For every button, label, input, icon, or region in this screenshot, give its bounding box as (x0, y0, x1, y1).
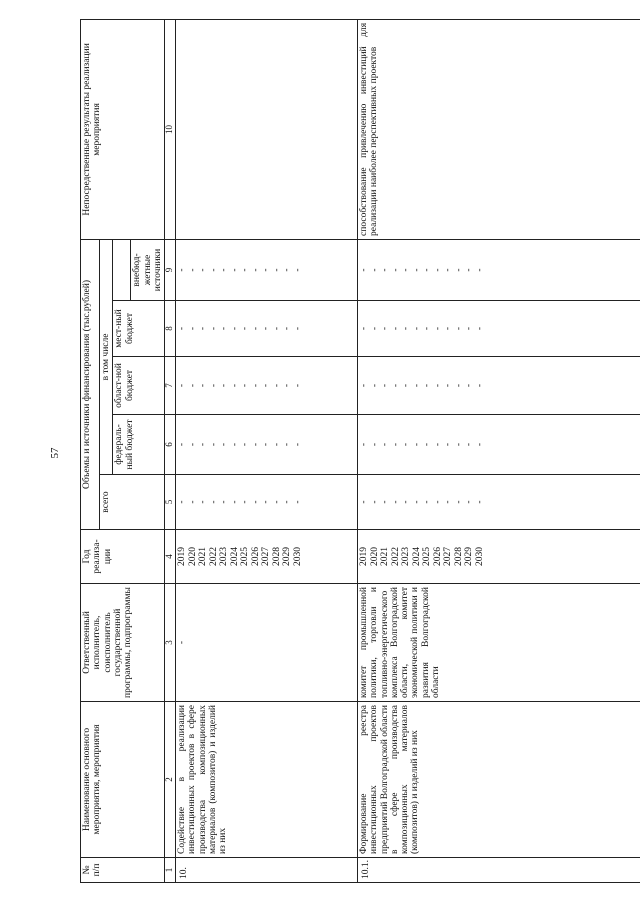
regional-value: - (411, 383, 422, 388)
total-value: - (229, 500, 240, 504)
year-value: 2028 (453, 547, 464, 566)
header-regional: област-ной бюджет (113, 357, 165, 415)
local-value: - (380, 326, 390, 331)
extrabudget-value: - (422, 268, 432, 272)
header-num: № п/п (81, 858, 165, 883)
extrabudget-value: - (464, 268, 474, 272)
extrabudget-value: - (282, 268, 292, 272)
extrabudget-value: - (261, 268, 271, 272)
local-value: - (411, 326, 422, 331)
local-value: - (271, 326, 282, 331)
extrabudget-value: - (177, 268, 187, 272)
extrabudget-value: - (229, 268, 240, 272)
local-value: - (369, 326, 380, 331)
local-value: - (282, 326, 292, 331)
local-value: - (432, 326, 443, 331)
header-results: Непосредственные результаты реализации мероприятия (81, 19, 165, 239)
row-federal-values (358, 415, 640, 475)
regional-value: - (198, 383, 208, 388)
federal-value: - (198, 442, 208, 447)
federal-value: - (401, 442, 411, 447)
local-value: - (198, 326, 208, 331)
year-value: 2021 (198, 547, 208, 566)
year-value: 2023 (219, 547, 229, 566)
col-num: 3 (165, 584, 176, 702)
extrabudget-value: - (432, 268, 443, 272)
total-value: - (187, 500, 198, 504)
federal-value: - (250, 442, 261, 447)
row-number: 10. (176, 858, 358, 883)
local-value: - (453, 326, 464, 331)
year-value: 2029 (282, 547, 292, 566)
year-value: 2019 (359, 547, 369, 566)
total-value: - (443, 500, 453, 504)
year-value: 2020 (187, 547, 198, 566)
rotated-table-wrapper (80, 20, 615, 883)
extrabudget-value: - (453, 268, 464, 272)
total-value: - (198, 500, 208, 504)
regional-value: - (261, 383, 271, 388)
extrabudget-value: - (474, 268, 485, 272)
total-value: - (390, 500, 401, 504)
col-num: 7 (165, 357, 176, 415)
row-years (176, 530, 358, 584)
federal-value: - (443, 442, 453, 447)
col-num: 6 (165, 415, 176, 475)
page-number: 57 (49, 447, 61, 459)
local-value: - (219, 326, 229, 331)
total-value: - (411, 500, 422, 504)
extrabudget-value: - (380, 268, 390, 272)
col-num: 5 (165, 475, 176, 530)
local-value: - (474, 326, 485, 331)
header-extra-top (113, 239, 131, 300)
federal-value: - (187, 442, 198, 447)
row-result: способствование привлечению инвестиций для реализации наиболее перспективных проектов (358, 19, 640, 239)
row-local-values (358, 301, 640, 357)
regional-value: - (453, 383, 464, 388)
header-total: всего (100, 475, 165, 530)
local-value: - (187, 326, 198, 331)
federal-value: - (229, 442, 240, 447)
regional-value: - (208, 383, 219, 388)
extrabudget-value: - (208, 268, 219, 272)
regional-value: - (380, 383, 390, 388)
year-value: 2020 (369, 547, 380, 566)
row-extrabudget-values (176, 239, 358, 300)
federal-value: - (411, 442, 422, 447)
regional-value: - (474, 383, 485, 388)
regional-value: - (390, 383, 401, 388)
extrabudget-value: - (359, 268, 369, 272)
year-value: 2027 (443, 547, 453, 566)
row-local-values (176, 301, 358, 357)
total-value: - (453, 500, 464, 504)
row-regional-values (358, 357, 640, 415)
extrabudget-value: - (443, 268, 453, 272)
local-value: - (401, 326, 411, 331)
row-years (358, 530, 640, 584)
header-executor: Ответственный исполнитель, соисполнитель государственной программы, подпрограммы (81, 584, 165, 702)
extrabudget-value: - (411, 268, 422, 272)
year-value: 2025 (422, 547, 432, 566)
total-value: - (401, 500, 411, 504)
local-value: - (292, 326, 303, 331)
total-value: - (359, 500, 369, 504)
federal-value: - (282, 442, 292, 447)
extrabudget-value: - (240, 268, 250, 272)
federal-value: - (390, 442, 401, 447)
regional-value: - (187, 383, 198, 388)
total-value: - (292, 500, 303, 504)
year-value: 2026 (250, 547, 261, 566)
total-value: - (208, 500, 219, 504)
year-value: 2030 (292, 547, 303, 566)
federal-value: - (240, 442, 250, 447)
table-body (176, 19, 640, 882)
row-result (176, 19, 358, 239)
regional-value: - (422, 383, 432, 388)
year-value: 2025 (240, 547, 250, 566)
table-row (176, 19, 358, 882)
header-extrabudget: внебюд-жетные источники (131, 239, 165, 300)
federal-value: - (359, 442, 369, 447)
local-value: - (229, 326, 240, 331)
regional-value: - (464, 383, 474, 388)
header-local: мест-ный бюджет (113, 301, 165, 357)
col-num: 2 (165, 702, 176, 858)
column-number-row (165, 19, 176, 882)
year-value: 2019 (177, 547, 187, 566)
year-value: 2022 (390, 547, 401, 566)
extrabudget-value: - (369, 268, 380, 272)
local-value: - (240, 326, 250, 331)
extrabudget-value: - (198, 268, 208, 272)
year-value: 2024 (411, 547, 422, 566)
total-value: - (380, 500, 390, 504)
extrabudget-value: - (187, 268, 198, 272)
col-num: 1 (165, 858, 176, 883)
local-value: - (422, 326, 432, 331)
total-value: - (250, 500, 261, 504)
total-value: - (177, 500, 187, 504)
local-value: - (464, 326, 474, 331)
federal-value: - (380, 442, 390, 447)
header-year: Год реализа-ции (81, 530, 165, 584)
regional-value: - (250, 383, 261, 388)
federal-value: - (208, 442, 219, 447)
row-activity-name: Содействие в реализации инвестиционных проектов в сфере производства композиционных материалов (композитов) и изделий из них (176, 702, 358, 858)
year-value: 2030 (474, 547, 485, 566)
local-value: - (443, 326, 453, 331)
local-value: - (261, 326, 271, 331)
extrabudget-value: - (219, 268, 229, 272)
header-including: в том числе (100, 239, 113, 474)
row-number: 10.1. (358, 858, 640, 883)
year-value: 2029 (464, 547, 474, 566)
row-activity-name: Формирование реестра инвестиционных проектов предприятий Волгоградской области в сфере производства композиционных материалов (композитов) и изделий из них (358, 702, 640, 858)
total-value: - (369, 500, 380, 504)
total-value: - (240, 500, 250, 504)
total-value: - (219, 500, 229, 504)
local-value: - (359, 326, 369, 331)
row-extrabudget-values (358, 239, 640, 300)
local-value: - (208, 326, 219, 331)
local-value: - (177, 326, 187, 331)
extrabudget-value: - (271, 268, 282, 272)
regional-value: - (443, 383, 453, 388)
total-value: - (432, 500, 443, 504)
federal-value: - (271, 442, 282, 447)
regional-value: - (282, 383, 292, 388)
federal-value: - (261, 442, 271, 447)
regional-value: - (271, 383, 282, 388)
total-value: - (261, 500, 271, 504)
extrabudget-value: - (292, 268, 303, 272)
year-value: 2022 (208, 547, 219, 566)
col-num: 4 (165, 530, 176, 584)
regional-value: - (229, 383, 240, 388)
row-regional-values (176, 357, 358, 415)
col-num: 9 (165, 239, 176, 300)
year-value: 2028 (271, 547, 282, 566)
regional-value: - (177, 383, 187, 388)
year-value: 2021 (380, 547, 390, 566)
total-value: - (464, 500, 474, 504)
regional-value: - (432, 383, 443, 388)
total-value: - (474, 500, 485, 504)
regional-value: - (359, 383, 369, 388)
year-value: 2024 (229, 547, 240, 566)
extrabudget-value: - (390, 268, 401, 272)
year-value: 2027 (261, 547, 271, 566)
year-value: 2023 (401, 547, 411, 566)
table-row (358, 19, 640, 882)
federal-value: - (219, 442, 229, 447)
local-value: - (390, 326, 401, 331)
regional-value: - (292, 383, 303, 388)
regional-value: - (401, 383, 411, 388)
total-value: - (271, 500, 282, 504)
regional-value: - (219, 383, 229, 388)
federal-value: - (369, 442, 380, 447)
regional-value: - (240, 383, 250, 388)
header-federal: федераль-ный бюджет (113, 415, 165, 475)
federal-value: - (292, 442, 303, 447)
year-value: 2026 (432, 547, 443, 566)
total-value: - (422, 500, 432, 504)
total-value: - (282, 500, 292, 504)
federal-value: - (453, 442, 464, 447)
federal-value: - (177, 442, 187, 447)
col-num: 10 (165, 19, 176, 239)
federal-value: - (432, 442, 443, 447)
col-num: 8 (165, 301, 176, 357)
program-table (80, 19, 640, 883)
row-executor: комитет промышленной политики, торговли и топливно-энергетического комплекса Волгоградской области, комитет экономической политики и развития Волгоградской области (358, 584, 640, 702)
federal-value: - (422, 442, 432, 447)
regional-value: - (369, 383, 380, 388)
row-total-values (176, 475, 358, 530)
federal-value: - (464, 442, 474, 447)
header-financing: Объемы и источники финансирования (тыс.рублей) (81, 239, 100, 529)
federal-value: - (474, 442, 485, 447)
local-value: - (250, 326, 261, 331)
row-executor: - (176, 584, 358, 702)
row-total-values (358, 475, 640, 530)
extrabudget-value: - (250, 268, 261, 272)
row-federal-values (176, 415, 358, 475)
extrabudget-value: - (401, 268, 411, 272)
header-name: Наименование основного мероприятия, мероприятия (81, 702, 165, 858)
